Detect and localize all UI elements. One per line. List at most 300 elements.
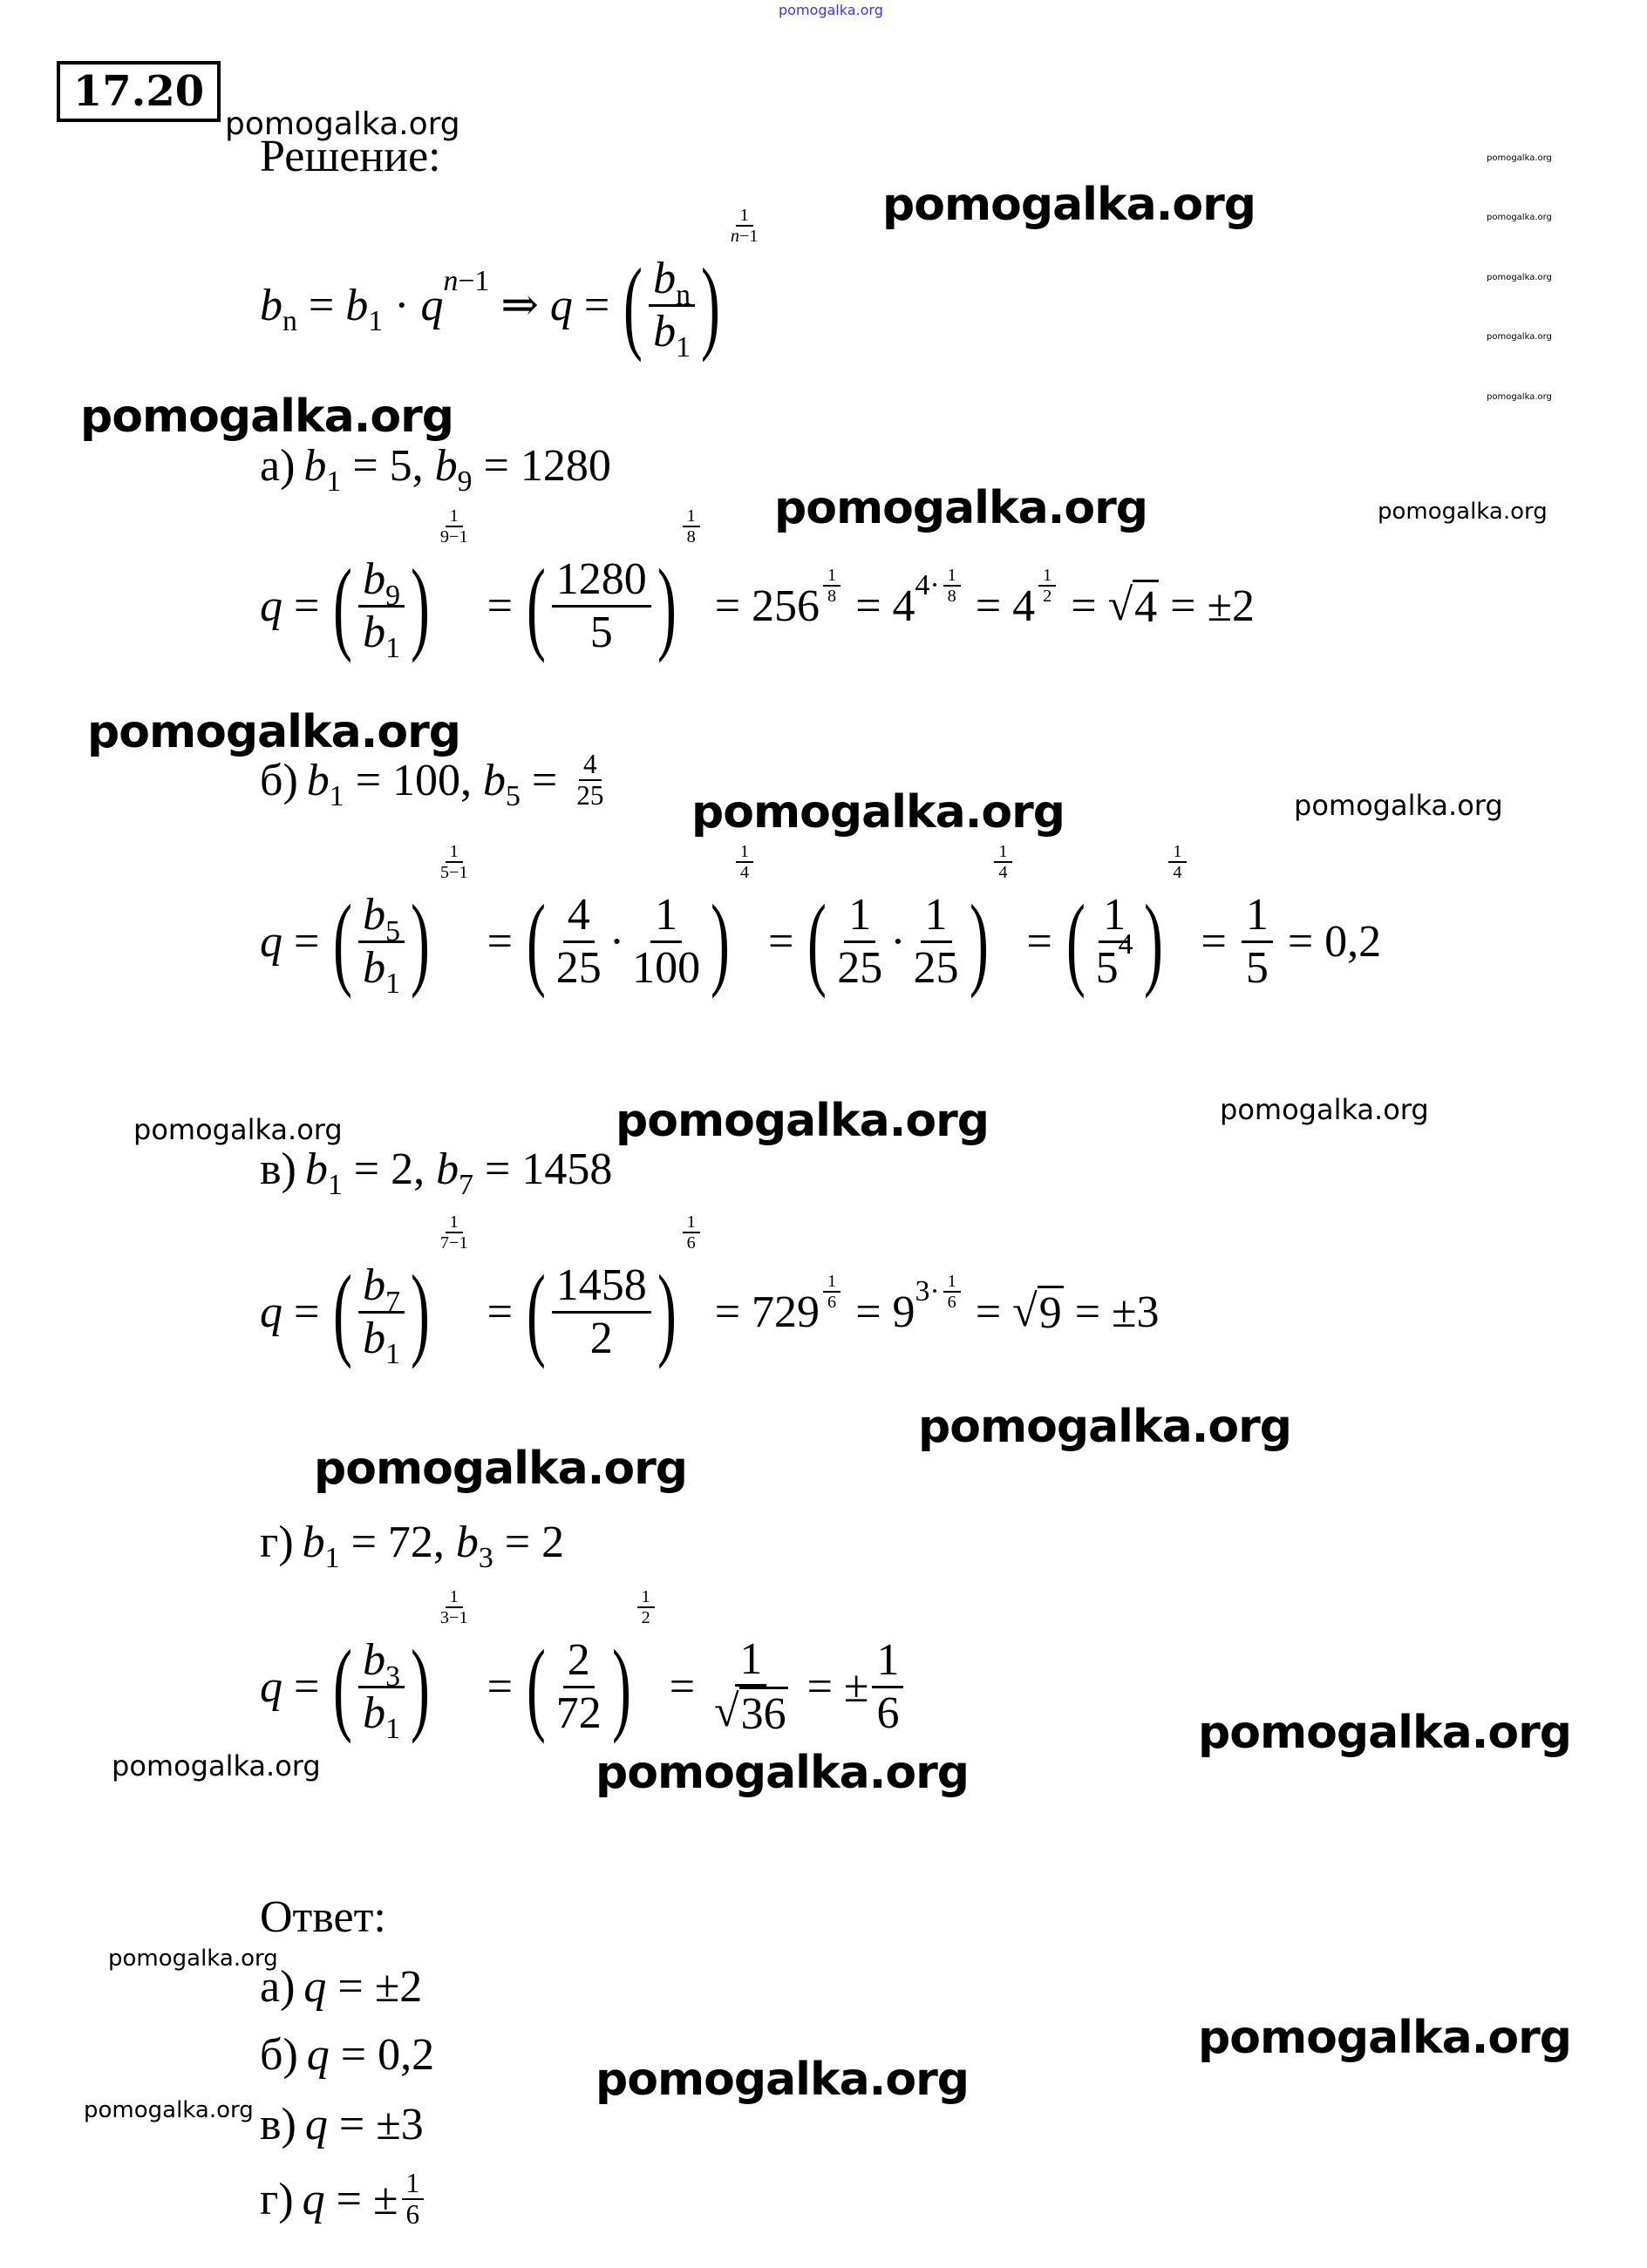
fraction-numerator <box>1038 566 1056 587</box>
subscript: 3 <box>478 1542 493 1575</box>
math-number: 4 <box>892 581 915 631</box>
math-variable: b <box>302 1518 325 1567</box>
math-text: = <box>1059 581 1108 631</box>
right-parenthesis: ) <box>969 883 989 1000</box>
superscript <box>443 265 489 298</box>
subscript: 5 <box>506 780 521 813</box>
math-text: 9−1 <box>439 527 468 547</box>
math-term <box>524 506 704 664</box>
math-term <box>892 1271 964 1338</box>
math-text: 2 <box>1043 586 1052 606</box>
math-text: 25 <box>576 780 604 811</box>
fraction-denominator <box>736 863 753 882</box>
math-term <box>432 506 476 547</box>
math-term <box>355 890 408 1000</box>
fraction <box>436 506 473 547</box>
fraction-denominator <box>710 1687 793 1739</box>
math-text: = ±3 <box>327 2100 424 2149</box>
math-text: 1 <box>655 890 678 940</box>
math-number: 729 <box>752 1287 820 1337</box>
fraction-numerator <box>552 554 651 607</box>
subscript: n <box>676 278 691 311</box>
fraction-denominator <box>402 2200 425 2230</box>
left-parenthesis: ( <box>623 247 643 363</box>
math-variable: n <box>443 264 459 297</box>
fraction <box>736 842 753 883</box>
watermark: pomogalka.org <box>133 1113 343 1146</box>
answer-d <box>260 2169 427 2231</box>
superscript <box>915 1272 964 1313</box>
math-text: = <box>963 581 1013 631</box>
math-text: 1 <box>947 565 956 585</box>
fraction <box>943 1272 961 1313</box>
math-text: = 5, <box>341 441 435 491</box>
subscript: 1 <box>327 1169 343 1202</box>
fraction-numerator <box>683 1212 700 1233</box>
fraction-numerator <box>683 506 700 527</box>
math-term <box>940 1272 964 1313</box>
radicand: 4 <box>1133 580 1159 632</box>
superscript <box>732 842 757 883</box>
math-term <box>363 554 401 612</box>
fraction-denominator <box>358 607 405 664</box>
math-term <box>624 890 708 992</box>
fraction-denominator <box>823 1293 841 1312</box>
fraction-numerator <box>823 566 841 587</box>
math-text: = <box>963 1287 1013 1337</box>
fraction-numerator <box>921 890 952 942</box>
fraction <box>710 1634 793 1739</box>
subscript: n <box>282 304 297 337</box>
watermark: pomogalka.org <box>918 1401 1292 1453</box>
fraction-denominator <box>872 1688 903 1738</box>
math-term <box>524 1212 704 1370</box>
right-parenthesis: ) <box>657 1253 677 1370</box>
math-term <box>330 842 475 1000</box>
math-text: = 1458 <box>473 1144 613 1194</box>
math-term <box>752 1271 844 1338</box>
math-text: 72 <box>555 1687 602 1738</box>
math-text: = 2 <box>493 1518 565 1567</box>
superscript <box>915 566 964 607</box>
subscript: 1 <box>385 967 401 1000</box>
superscript <box>432 506 476 547</box>
math-text: 4 <box>998 863 1008 883</box>
fraction-numerator <box>1242 890 1273 942</box>
fraction-denominator <box>1092 927 1138 993</box>
math-term <box>363 890 401 947</box>
fraction <box>552 1260 651 1362</box>
math-term <box>820 1272 844 1313</box>
superscript <box>679 506 704 547</box>
fraction-numerator <box>1168 842 1186 863</box>
math-text: = <box>1015 916 1064 967</box>
math-text: · <box>383 280 421 330</box>
item-label: г) <box>260 1518 294 1567</box>
fraction-numerator <box>552 1260 651 1313</box>
math-term <box>260 1661 282 1713</box>
math-variable: n <box>730 227 739 247</box>
math-term <box>432 1212 476 1253</box>
superscript <box>820 566 844 607</box>
math-text: ⇒ <box>489 281 550 330</box>
watermark: pomogalka.org <box>596 1747 970 1799</box>
math-text: = <box>282 1661 331 1712</box>
superscript <box>432 1212 476 1253</box>
subscript: 5 <box>385 914 401 947</box>
left-parenthesis: ( <box>333 547 353 664</box>
fraction-denominator <box>1242 943 1273 993</box>
fraction-numerator <box>446 1212 463 1233</box>
math-term <box>550 280 573 331</box>
fraction-denominator <box>637 1608 655 1627</box>
fraction-numerator <box>446 842 463 863</box>
superscript <box>723 206 766 247</box>
math-text: 1 <box>1245 890 1269 940</box>
math-variable: q <box>304 2100 328 2149</box>
fraction-denominator <box>994 863 1011 882</box>
math-variable: b <box>363 1260 386 1311</box>
radicand: 36 <box>739 1687 788 1739</box>
math-text: 5−1 <box>439 863 468 883</box>
right-parenthesis: ) <box>700 247 720 363</box>
math-text: 1 <box>641 1587 650 1607</box>
math-text: 1 <box>686 506 696 526</box>
math-term <box>330 1587 475 1745</box>
math-text: 3· <box>915 1274 940 1307</box>
fraction-denominator <box>1168 863 1186 882</box>
math-term <box>306 755 344 813</box>
superscript <box>679 1212 704 1253</box>
math-text: = 0,2 <box>329 2030 435 2080</box>
fraction <box>872 1635 903 1737</box>
math-text: 25 <box>837 942 883 993</box>
math-variable: b <box>434 441 458 491</box>
right-parenthesis: ) <box>711 883 730 1000</box>
math-variable: b <box>363 890 386 940</box>
watermark: pomogalka.org <box>1487 332 1552 342</box>
math-text: = <box>475 916 524 967</box>
fraction-numerator <box>358 890 405 947</box>
watermark: pomogalka.org <box>1198 1707 1572 1759</box>
math-variable: q <box>420 280 444 330</box>
left-parenthesis: ( <box>526 883 546 1000</box>
superscript <box>432 842 476 883</box>
math-text: = <box>844 581 893 631</box>
math-text: = ±2 <box>326 1962 423 2012</box>
fraction-denominator <box>649 306 695 363</box>
fraction-numerator <box>563 1635 595 1687</box>
math-term <box>892 565 964 632</box>
math-text: = <box>282 581 331 631</box>
fraction-denominator <box>943 587 961 606</box>
watermark: pomogalka.org <box>1294 789 1503 822</box>
math-term <box>355 1635 408 1745</box>
math-term <box>548 890 609 992</box>
subscript: 3 <box>385 1660 401 1693</box>
right-parenthesis: ) <box>411 1628 430 1745</box>
math-term <box>432 842 476 883</box>
fraction <box>358 554 405 664</box>
math-variable: q <box>260 581 282 631</box>
math-text: 8 <box>947 586 956 606</box>
math-text: 1 <box>449 842 459 862</box>
math-variable: b <box>304 1144 328 1194</box>
math-variable: b <box>363 554 386 605</box>
fraction-denominator <box>628 943 704 993</box>
math-number: 4 <box>1012 581 1036 631</box>
fraction <box>726 206 763 247</box>
math-text: = <box>475 581 524 631</box>
radical-sign: √ <box>1107 580 1133 630</box>
item-label: б) <box>260 755 298 805</box>
math-variable: b <box>455 1518 479 1567</box>
math-variable: b <box>306 755 330 805</box>
math-text: = <box>282 916 331 967</box>
math-term <box>829 890 890 992</box>
math-text: = <box>282 1287 331 1337</box>
fraction <box>1092 890 1138 992</box>
right-parenthesis: ) <box>411 883 430 1000</box>
fraction <box>1038 566 1056 607</box>
left-parenthesis: ( <box>333 883 353 1000</box>
math-text: 1 <box>924 890 948 940</box>
fraction-denominator <box>833 943 887 993</box>
math-term <box>355 554 408 664</box>
solution-heading: Решение: <box>260 132 441 181</box>
radical-sign: √ <box>714 1687 739 1736</box>
fraction-numerator <box>649 254 695 311</box>
math-text: = 100, <box>344 755 484 805</box>
math-text: 25 <box>555 942 602 993</box>
fraction <box>436 1587 473 1628</box>
math-variable: b <box>436 1144 459 1194</box>
math-term <box>524 842 757 1000</box>
fraction <box>1168 842 1186 883</box>
square-root <box>1108 580 1160 632</box>
math-term <box>355 1260 408 1370</box>
math-text: 8 <box>686 527 696 547</box>
math-term <box>1165 842 1189 883</box>
fraction-denominator <box>436 1608 473 1627</box>
math-text: = ± <box>324 2174 398 2224</box>
fraction-numerator <box>736 842 753 863</box>
fraction-numerator <box>650 890 682 942</box>
math-text: 2 <box>567 1635 590 1686</box>
math-term <box>436 1144 474 1202</box>
math-term <box>307 2029 330 2081</box>
math-text: = 72, <box>339 1518 456 1567</box>
part-b-given <box>260 750 611 811</box>
math-text: · <box>890 916 906 967</box>
watermark: pomogalka.org <box>84 2097 254 2123</box>
subscript: 1 <box>385 1337 401 1370</box>
math-text: 1 <box>827 1271 837 1291</box>
math-term <box>820 566 844 607</box>
subscript: 9 <box>457 465 473 499</box>
fraction-denominator <box>586 1314 617 1363</box>
math-term <box>1108 580 1160 632</box>
math-term <box>398 2169 428 2231</box>
fraction <box>436 842 473 883</box>
watermark: pomogalka.org <box>616 1095 990 1147</box>
right-parenthesis: ) <box>1143 883 1163 1000</box>
fraction-denominator <box>909 943 963 993</box>
watermark: pomogalka.org <box>774 482 1148 534</box>
fraction-denominator <box>726 227 763 246</box>
math-term <box>302 1517 340 1575</box>
item-label: в) <box>260 2100 296 2149</box>
fraction <box>402 2169 425 2231</box>
math-term <box>303 1961 326 2013</box>
math-variable: b <box>303 441 327 491</box>
fraction <box>943 566 961 607</box>
fraction-numerator <box>735 1634 766 1687</box>
fraction-denominator <box>1038 587 1056 606</box>
math-number: 5 <box>1095 942 1119 993</box>
math-term <box>568 750 611 811</box>
math-text: 1 <box>739 206 749 226</box>
math-term <box>1064 842 1190 1000</box>
math-text: 1 <box>449 1212 459 1232</box>
fraction <box>1242 890 1273 992</box>
math-text: 1458 <box>555 1260 647 1311</box>
math-term <box>1012 565 1059 632</box>
math-term <box>653 306 691 363</box>
math-variable: q <box>260 916 282 967</box>
fraction-denominator <box>358 1313 405 1370</box>
math-variable: q <box>306 2030 330 2080</box>
item-label: б) <box>260 2030 298 2080</box>
problem-number: 17.20 <box>72 67 205 116</box>
fraction <box>628 890 704 992</box>
math-term <box>330 506 475 664</box>
left-parenthesis: ( <box>333 1628 353 1745</box>
math-term <box>304 1144 343 1202</box>
math-term <box>303 2174 325 2225</box>
math-term <box>260 1287 282 1338</box>
math-term <box>679 1212 704 1253</box>
item-label: а) <box>260 1962 296 2012</box>
fraction <box>358 890 405 1000</box>
math-term <box>653 254 691 311</box>
math-text: 1 <box>998 842 1008 862</box>
part-b-calculation <box>260 842 1382 1015</box>
math-term <box>940 566 964 607</box>
math-term <box>1012 1286 1064 1338</box>
math-text: 5 <box>589 607 613 657</box>
math-text: 2 <box>589 1313 613 1363</box>
fraction <box>436 1212 473 1253</box>
answer-heading: Ответ: <box>260 1892 386 1942</box>
math-term <box>723 206 766 247</box>
math-text: 1 <box>947 1271 956 1291</box>
subscript: 7 <box>385 1285 401 1318</box>
math-variable: b <box>653 306 677 356</box>
part-d-given <box>260 1517 565 1575</box>
math-text: −1 <box>458 264 490 297</box>
math-text: 100 <box>632 942 701 993</box>
part-a-given <box>260 440 611 499</box>
math-text: 1 <box>876 1635 900 1686</box>
math-term <box>260 581 282 632</box>
left-parenthesis: ( <box>333 1253 353 1370</box>
math-term <box>524 1587 658 1745</box>
math-text: 4 <box>1173 863 1182 883</box>
math-term <box>706 1634 796 1739</box>
math-term <box>432 1587 476 1628</box>
fraction <box>358 1260 405 1370</box>
math-term <box>363 1260 401 1318</box>
fraction-denominator <box>572 781 608 811</box>
math-variable: b <box>363 1687 386 1738</box>
math-text: 4 <box>739 863 750 883</box>
fraction <box>552 1635 606 1737</box>
fraction-denominator <box>358 942 405 1000</box>
watermark: pomogalka.org <box>314 1443 688 1495</box>
math-text: = <box>520 755 569 805</box>
math-term <box>443 265 458 298</box>
math-text: 4 <box>567 890 590 940</box>
fraction-numerator <box>994 842 1011 863</box>
math-term <box>714 1687 788 1739</box>
math-term <box>260 916 282 968</box>
watermark: pomogalka.org <box>80 390 454 443</box>
math-variable: q <box>260 1287 282 1337</box>
subscript: 7 <box>459 1169 474 1202</box>
math-term <box>679 506 704 547</box>
fraction <box>823 566 841 607</box>
fraction-numerator <box>823 1272 841 1293</box>
math-text: = <box>475 1661 524 1712</box>
right-parenthesis: ) <box>657 547 677 664</box>
math-term <box>303 440 342 499</box>
general-formula <box>260 206 766 375</box>
math-term <box>345 280 384 337</box>
math-variable: b <box>363 942 386 993</box>
superscript <box>820 1272 844 1313</box>
math-term <box>363 607 401 664</box>
math-text: = 0,2 <box>1276 916 1382 967</box>
math-term <box>548 554 655 656</box>
fraction-numerator <box>637 1587 655 1608</box>
watermark: pomogalka.org <box>108 1945 278 1972</box>
subscript: 1 <box>676 330 691 363</box>
math-term <box>483 755 521 813</box>
math-term <box>363 942 401 1000</box>
fraction <box>552 554 651 656</box>
math-text: 6 <box>827 1292 837 1312</box>
right-parenthesis: ) <box>411 1253 430 1370</box>
fraction <box>637 1587 655 1628</box>
answer-c <box>260 2099 424 2150</box>
math-text: 6 <box>686 1233 696 1253</box>
watermark: pomogalka.org <box>225 106 460 142</box>
fraction-numerator <box>736 206 753 227</box>
math-term <box>1095 927 1133 993</box>
fraction-denominator <box>552 1688 606 1738</box>
left-parenthesis: ( <box>807 883 827 1000</box>
math-text: 7−1 <box>439 1233 468 1253</box>
math-text: 1 <box>848 890 872 940</box>
fraction-numerator <box>402 2169 425 2200</box>
answer-b <box>260 2029 434 2081</box>
fraction-denominator <box>436 863 473 882</box>
watermark: pomogalka.org <box>1487 153 1552 163</box>
math-text: 4· <box>915 568 940 601</box>
fraction-denominator <box>586 608 617 657</box>
math-text: 1 <box>827 565 837 585</box>
